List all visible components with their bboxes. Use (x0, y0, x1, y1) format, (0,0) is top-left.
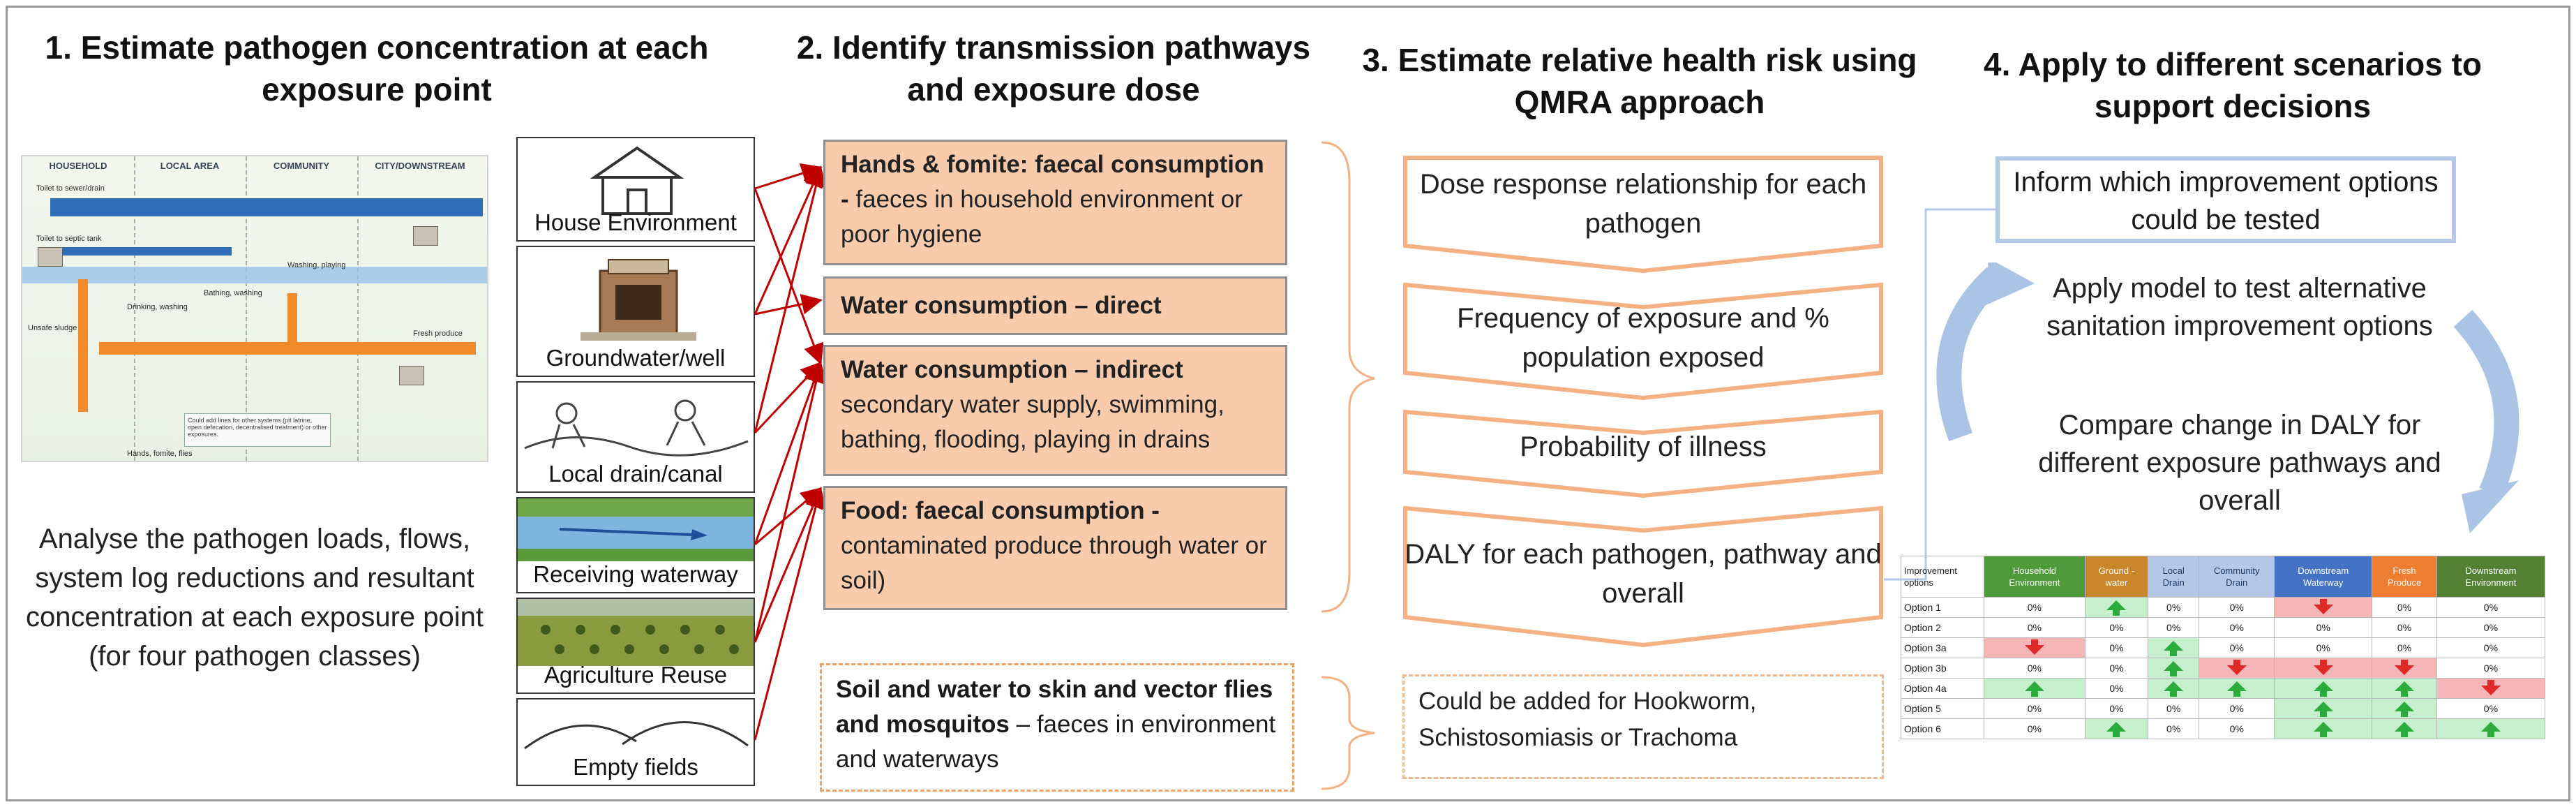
improvement-options-table (1901, 556, 2545, 739)
option-label: Option 6 (1901, 719, 1984, 739)
tile-receiving-waterway (516, 497, 755, 593)
table-cell: 0% (2085, 658, 2148, 679)
table-cell: 0% (2436, 699, 2545, 719)
col-header: Community Drain (2199, 556, 2275, 598)
table-cell: 0% (2085, 618, 2148, 638)
step2-heading: 2. Identify transmission pathways and exposure dose (796, 29, 1311, 108)
decrease-arrow-icon (1984, 638, 2085, 658)
pathway-title: Food: faecal consumption - (841, 497, 1160, 524)
table-cell: 0% (2085, 679, 2148, 699)
tile-caption: House Environment (534, 209, 737, 235)
option-label: Option 3b (1901, 658, 1984, 679)
table-cell: 0% (2372, 638, 2437, 658)
well-icon (518, 250, 755, 348)
pathway-food (823, 486, 1287, 610)
sludge-flow-vertical (78, 279, 88, 412)
table-cell: 0% (2085, 699, 2148, 719)
house-icon (38, 247, 63, 267)
decrease-arrow-icon (2199, 658, 2275, 679)
table-corner-header: Improvement options (1901, 556, 1984, 598)
table-cell: 0% (1984, 719, 2085, 739)
col-header: Fresh Produce (2372, 556, 2437, 598)
table-cell: 0% (2436, 598, 2545, 618)
increase-arrow-icon (2148, 638, 2199, 658)
table-cell: 0% (2199, 618, 2275, 638)
pathway-title: Hands & fomite: faecal consumption - (841, 151, 1264, 213)
drain-flow-line (50, 247, 232, 256)
tile-caption: Receiving waterway (533, 561, 738, 587)
table-cell: 0% (1984, 658, 2085, 679)
qmra-step-label: Probability of illness (1520, 431, 1767, 462)
zone-city-downstream: CITY/DOWNSTREAM (375, 161, 465, 171)
pathway-title: Water consumption – indirect (841, 356, 1183, 383)
tile-caption: Local drain/canal (548, 461, 723, 487)
apply-model-text: Apply model to test alternative sanitation improvement options (2046, 273, 2433, 341)
tile-caption: Empty fields (573, 754, 698, 780)
tile-caption: Groundwater/well (546, 345, 726, 371)
label-hands: Hands, fomite, flies (127, 450, 193, 458)
waterway-band (22, 267, 488, 283)
inform-box: Inform which improvement options could be tested (1995, 156, 2456, 243)
table-cell: 0% (2199, 598, 2275, 618)
table-cell: 0% (2436, 618, 2545, 638)
pathway-detail: – faeces in environment and waterways (836, 711, 1276, 773)
increase-arrow-icon (2275, 679, 2372, 699)
table-cell: 0% (2199, 719, 2275, 739)
house-outline-icon (518, 141, 755, 218)
increase-arrow-icon (2372, 719, 2437, 739)
tile-house-environment (516, 137, 755, 242)
qmra-step-label: Frequency of exposure and % population exposed (1457, 303, 1829, 373)
pathogen-flow-map (21, 155, 488, 462)
tile-groundwater-well (516, 246, 755, 377)
label-toilet-sewer: Toilet to sewer/drain (36, 184, 105, 193)
increase-arrow-icon (2436, 719, 2545, 739)
table-cell: 0% (2199, 699, 2275, 719)
step1-heading: 1. Estimate pathogen concentration at each exposure point (45, 29, 709, 108)
tile-agriculture-reuse (516, 598, 755, 694)
tile-caption: Agriculture Reuse (544, 662, 728, 688)
qmra-frequency (1402, 282, 1884, 401)
option-label: Option 3a (1901, 638, 1984, 658)
label-bathing: Bathing, washing (204, 289, 262, 297)
table-cell: 0% (2148, 719, 2199, 739)
col1-description: Analyse the pathogen loads, flows, system log reductions and resultant concentration at each exposure point (for four pathogen classes) (26, 524, 484, 672)
pathway-vector (820, 663, 1294, 792)
map-note: Could add lines for other systems (pit latrine, open defecation, decentralised treatment) or other exposures. (184, 413, 331, 447)
pathway-detail: secondary water supply, swimming, bathing, flooding, playing in drains (841, 391, 1225, 453)
table-row (1901, 699, 2545, 719)
increase-arrow-icon (2148, 658, 2199, 679)
increase-arrow-icon (2148, 679, 2199, 699)
pathway-hands-fomite (823, 140, 1287, 265)
increase-arrow-icon (2275, 719, 2372, 739)
table-row (1901, 679, 2545, 699)
table-cell: 0% (2148, 598, 2199, 618)
step3-heading: 3. Estimate relative health risk using QMRA approach (1362, 42, 1917, 120)
col-header: Downstream Waterway (2275, 556, 2372, 598)
decrease-arrow-icon (2275, 598, 2372, 618)
increase-arrow-icon (2199, 679, 2275, 699)
qmra-dose-response (1402, 155, 1884, 274)
decrease-arrow-icon (2275, 658, 2372, 679)
table-cell: 0% (2436, 658, 2545, 679)
table-row (1901, 658, 2545, 679)
qmra-daly (1402, 505, 1884, 648)
sludge-plant-icon (399, 366, 424, 385)
decrease-arrow-icon (2372, 658, 2437, 679)
compare-daly-text: Compare change in DALY for different exposure pathways and overall (2038, 410, 2441, 516)
table-header-row (1901, 556, 2545, 598)
label-drinking: Drinking, washing (127, 303, 188, 311)
label-unsafe-sludge: Unsafe sludge (28, 324, 77, 332)
brace-graphics (1319, 140, 1388, 796)
tile-local-drain (516, 381, 755, 493)
label-toilet-septic: Toilet to septic tank (36, 235, 102, 243)
sewer-flow-line (50, 198, 483, 216)
pathway-water-direct (823, 276, 1287, 335)
col-header: Local Drain (2148, 556, 2199, 598)
table-cell: 0% (2275, 638, 2372, 658)
col-header: Ground -water (2085, 556, 2148, 598)
sludge-flow-branch (287, 293, 297, 349)
zone-household: HOUSEHOLD (49, 161, 107, 171)
option-label: Option 5 (1901, 699, 1984, 719)
table-cell: 0% (1984, 699, 2085, 719)
qmra-step-label: DALY for each pathogen, pathway and overall (1405, 539, 1882, 609)
increase-arrow-icon (2372, 679, 2437, 699)
pathway-detail: faeces in household environment or poor hygiene (841, 186, 1243, 248)
increase-arrow-icon (2085, 719, 2148, 739)
waterway-image (518, 498, 755, 561)
decrease-arrow-icon (2436, 679, 2545, 699)
increase-arrow-icon (2372, 699, 2437, 719)
option-label: Option 1 (1901, 598, 1984, 618)
option-label: Option 4a (1901, 679, 1984, 699)
table-cell: 0% (2148, 699, 2199, 719)
table-row (1901, 719, 2545, 739)
field-image (518, 599, 755, 666)
treatment-plant-icon (413, 226, 438, 246)
increase-arrow-icon (2275, 699, 2372, 719)
qmra-probability (1402, 409, 1884, 498)
qmra-step-label: Dose response relationship for each pathogen (1419, 169, 1867, 239)
increase-arrow-icon (1984, 679, 2085, 699)
table-cell: 0% (2148, 618, 2199, 638)
table-cell: 0% (2436, 638, 2545, 658)
zone-local-area: LOCAL AREA (160, 161, 220, 171)
step4-heading: 4. Apply to different scenarios to support decisions (1984, 46, 2482, 124)
qmra-additional-note: Could be added for Hookworm, Schistosomiasis or Trachoma (1402, 674, 1884, 779)
table-cell: 0% (1984, 598, 2085, 618)
table-row (1901, 598, 2545, 618)
pathway-title: Water consumption – direct (841, 292, 1162, 319)
increase-arrow-icon (2085, 598, 2148, 618)
table-cell: 0% (2085, 638, 2148, 658)
pathway-arrows (754, 126, 823, 782)
pathway-water-indirect (823, 345, 1287, 476)
table-cell: 0% (1984, 618, 2085, 638)
table-cell: 0% (2372, 598, 2437, 618)
option-label: Option 2 (1901, 618, 1984, 638)
empty-field-sketch (518, 699, 755, 755)
col-header: Household Environment (1984, 556, 2085, 598)
table-row (1901, 618, 2545, 638)
table-row (1901, 638, 2545, 658)
tile-empty-fields (516, 698, 755, 786)
pathway-title: Soil and water to skin and vector flies and mosquitos (836, 676, 1273, 738)
table-cell: 0% (2199, 638, 2275, 658)
pathway-detail: contaminated produce through water or soil) (841, 532, 1267, 594)
zone-community: COMMUNITY (273, 161, 330, 171)
col-header: Downstream Environment (2436, 556, 2545, 598)
label-fresh-produce: Fresh produce (413, 330, 463, 338)
table-cell: 0% (2372, 618, 2437, 638)
drain-sketch-icon (518, 385, 755, 469)
table-cell: 0% (2275, 618, 2372, 638)
label-washing-playing: Washing, playing (287, 261, 346, 269)
